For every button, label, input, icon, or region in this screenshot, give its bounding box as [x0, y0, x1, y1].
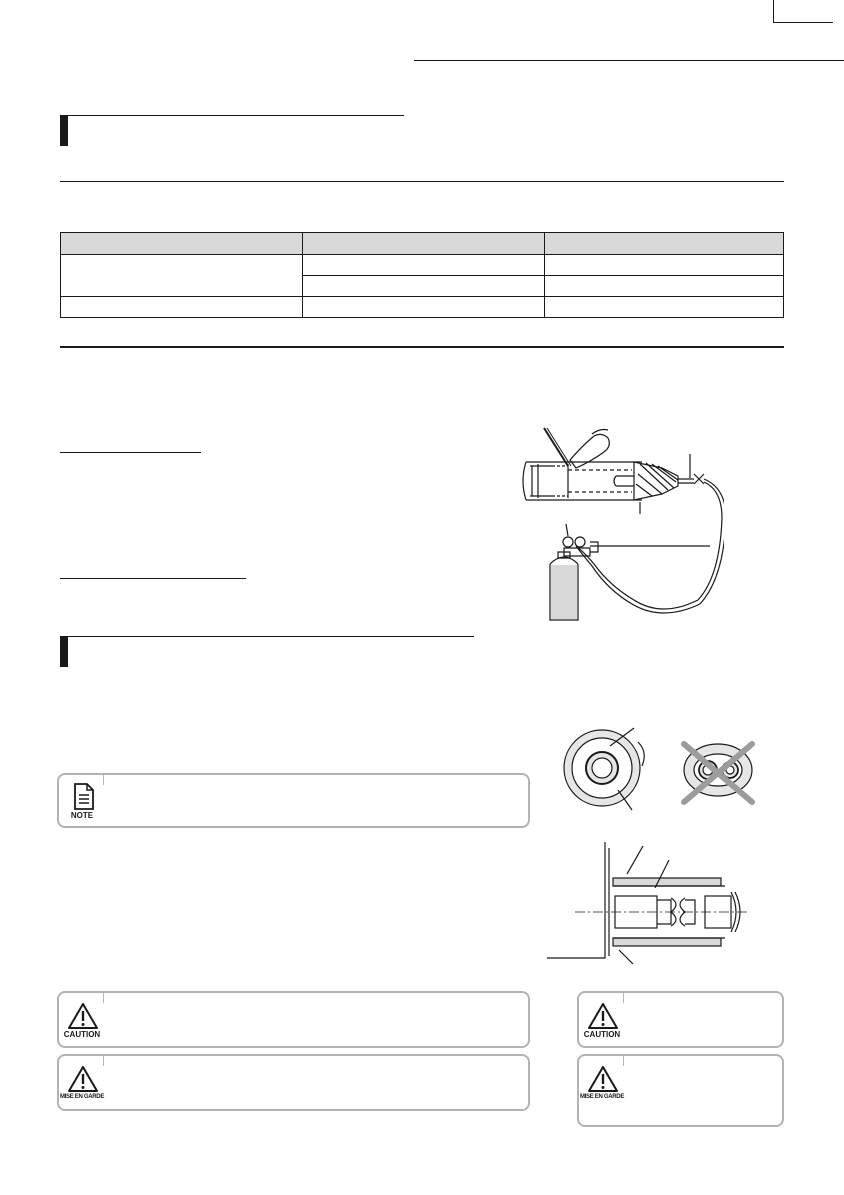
- mise-en-garde-box-side: [577, 1054, 784, 1127]
- wall-penetration-insulation-illustration: [545, 838, 750, 972]
- mise-en-garde-label: MISE EN GARDE: [579, 1094, 625, 1100]
- section-heading-bar: [60, 116, 68, 146]
- table-cell: [61, 255, 303, 297]
- table-header-cell: [61, 233, 303, 255]
- spec-table: [60, 232, 784, 318]
- table-cell: [545, 297, 784, 318]
- table-cell: [303, 255, 545, 276]
- table-header-row: [61, 233, 784, 255]
- notice-tick: [623, 991, 624, 1003]
- table-cell: [303, 297, 545, 318]
- note-label: NOTE: [70, 811, 94, 820]
- notice-tick: [103, 991, 104, 1003]
- mise-en-garde-box: [57, 1054, 530, 1111]
- table-header-cell: [545, 233, 784, 255]
- section-heading-overline: [60, 636, 474, 637]
- table-top-rule: [60, 181, 784, 182]
- table-cell: [303, 276, 545, 297]
- subheading-underline: [60, 578, 246, 579]
- notice-tick: [103, 1054, 104, 1066]
- header-rule: [414, 60, 844, 61]
- caution-label: CAUTION: [583, 1030, 621, 1039]
- section-heading-overline: [60, 115, 404, 116]
- crop-mark-horizontal: [773, 22, 833, 23]
- table-cell: [61, 297, 303, 318]
- caution-label: CAUTION: [63, 1030, 101, 1039]
- table-row: [61, 255, 784, 276]
- table-cell: [545, 255, 784, 276]
- notice-tick: [103, 773, 104, 785]
- table-row: [61, 297, 784, 318]
- section-heading-bar: [60, 637, 68, 667]
- crop-mark-vertical: [773, 0, 774, 22]
- insulation-cross-section-illustration: [560, 722, 770, 814]
- mise-en-garde-label: MISE EN GARDE: [59, 1094, 105, 1100]
- caution-box: [57, 991, 530, 1048]
- table-header-cell: [303, 233, 545, 255]
- section-divider-rule: [60, 346, 784, 348]
- note-box: [57, 773, 530, 828]
- subheading-underline: [60, 452, 201, 453]
- nitrogen-brazing-illustration: [512, 418, 724, 624]
- notice-tick: [623, 1054, 624, 1066]
- table-cell: [545, 276, 784, 297]
- caution-box-side: [577, 991, 784, 1048]
